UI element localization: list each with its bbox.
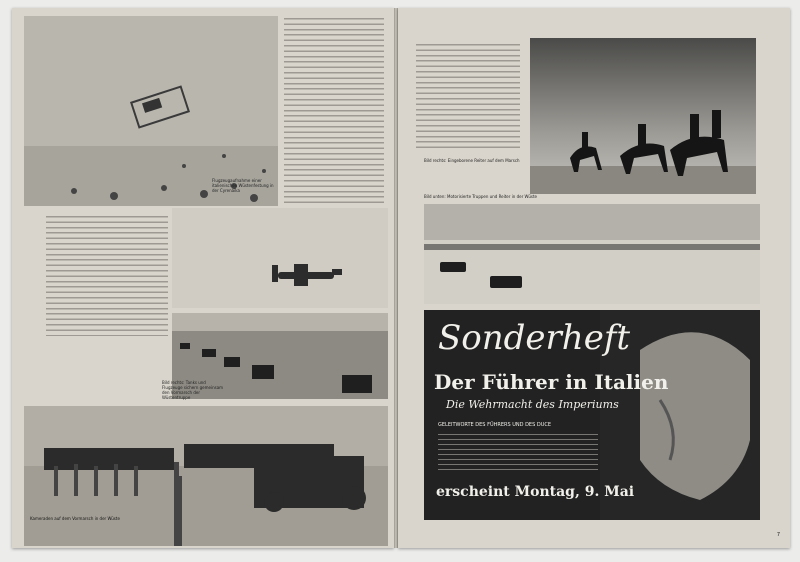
ad-line: GELEITWORTE DES FÜHRERS UND DES DUCE <box>438 422 552 428</box>
page-number: 7 <box>776 532 780 538</box>
ad-headline: Sonderheft <box>438 318 631 358</box>
tanks-caption: Bild rechts: Tanks und Flugzeuge sichern gemeinsam den Vormarsch der Wüstentruppe <box>162 380 224 400</box>
text-column <box>416 44 520 148</box>
biplane-photo <box>172 208 388 308</box>
ad-title: Der Führer in Italien <box>434 370 669 394</box>
desert-march-photo <box>424 204 760 304</box>
trucks-caption: Kameraden auf dem Vormarsch in der Wüste <box>30 516 120 521</box>
ad-release-date: erscheint Montag, 9. Mai <box>436 484 635 500</box>
cavalry-caption: Bild rechts: Eingeborene Reiter auf dem Marsch <box>424 158 520 163</box>
left-page <box>12 8 394 548</box>
right-page <box>398 8 790 548</box>
ad-fineprint <box>438 434 598 474</box>
sonderheft-advertisement <box>424 310 760 520</box>
ad-subtitle: Die Wehrmacht des Imperiums <box>446 398 619 411</box>
cavalry-photo <box>530 38 756 194</box>
desert-photo-caption: Flugzeugaufnahme einer italienischen Wüstenfestung in der Cyrenaika <box>212 178 274 193</box>
text-column <box>284 18 384 206</box>
desert-march-caption: Bild unten: Motorisierte Truppen und Reiter in der Wüste <box>424 194 537 199</box>
trucks-photo <box>24 406 388 546</box>
text-column <box>46 216 168 336</box>
